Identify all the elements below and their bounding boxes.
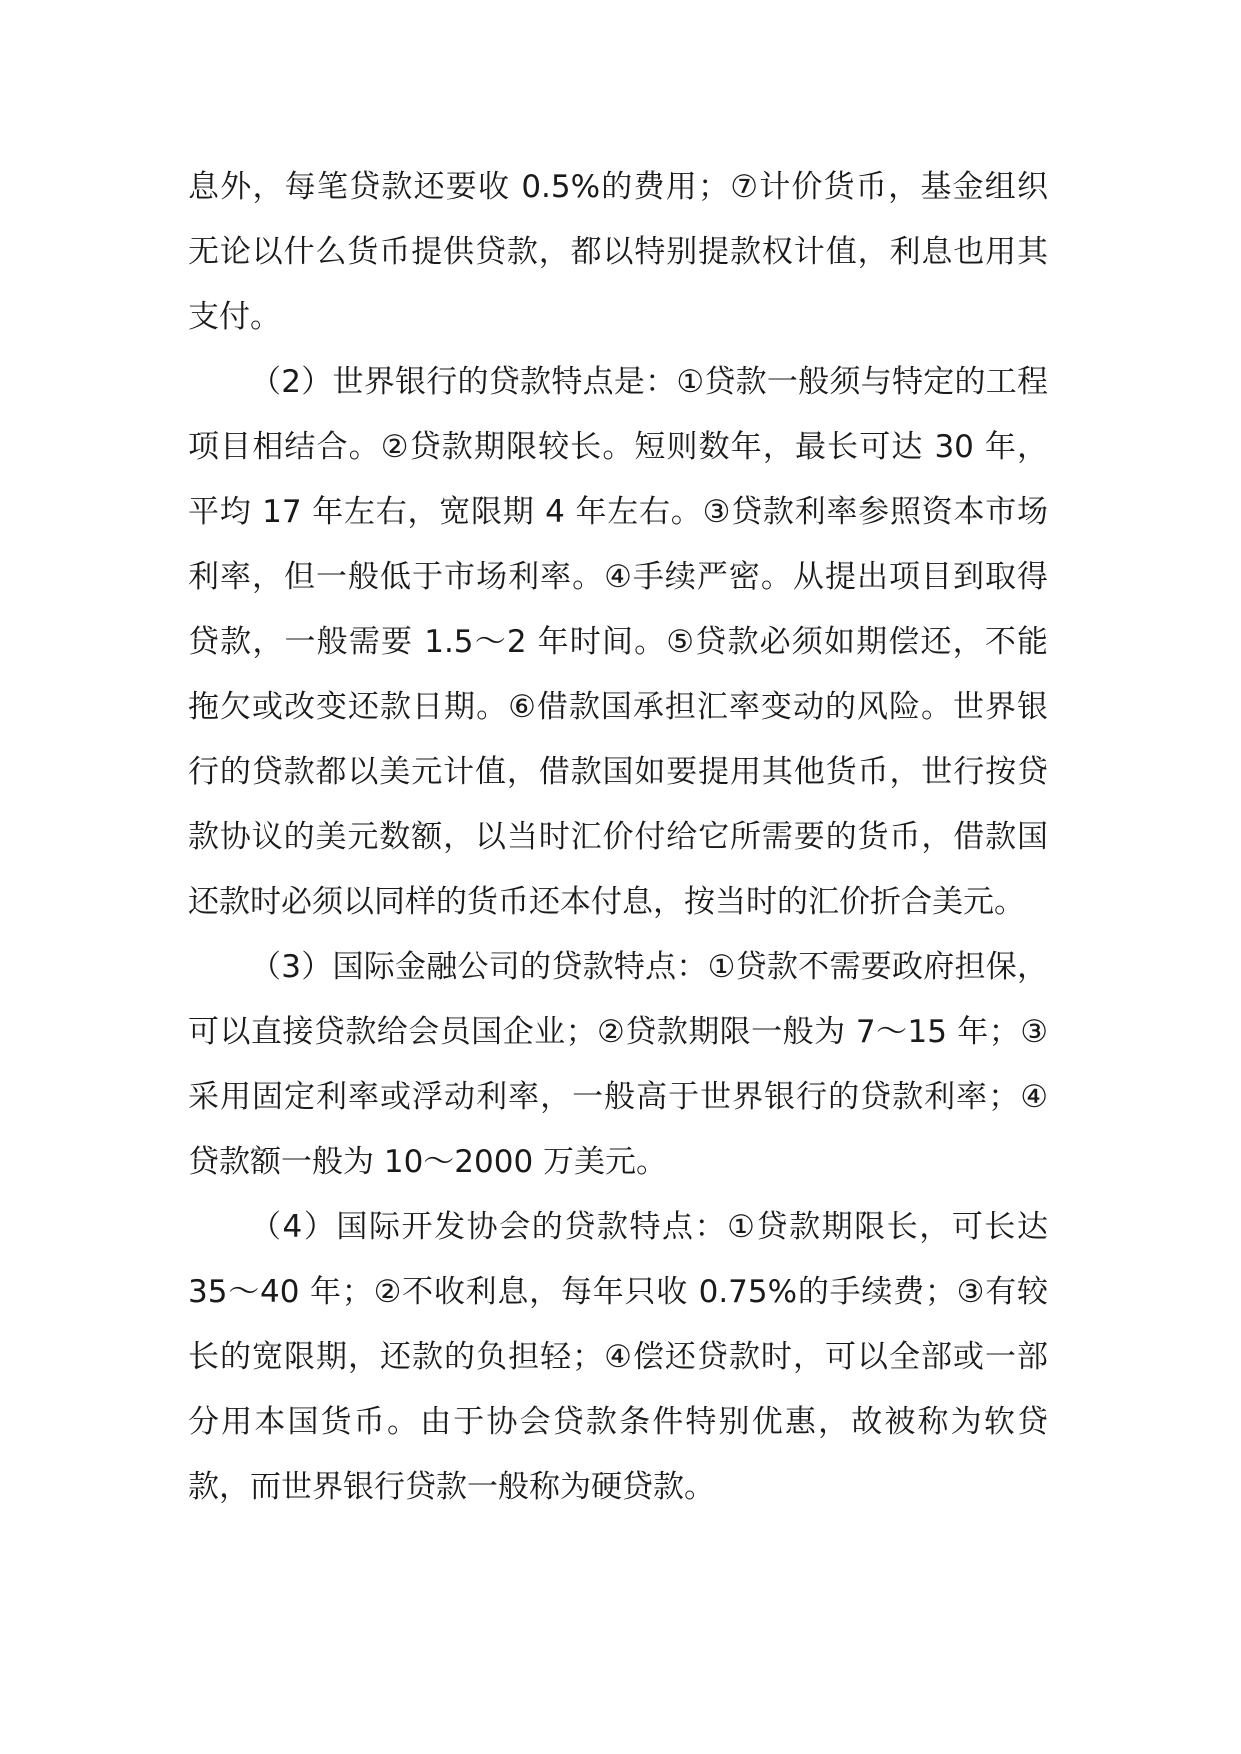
document-body xyxy=(188,155,1048,1520)
paragraph-ida: （4）国际开发协会的贷款特点：①贷款期限长，可长达 35～40 年；②不收利息，每年只收 0.75%的手续费；③有较长的宽限期，还款的负担轻；④偿还贷款时，可以全部或一部分用本国货币。由于协会贷款条件特别优惠，故被称为软贷款，而世界银行贷款一般称为硬贷款。 xyxy=(188,1209,1048,1505)
paragraph-ifc: （3）国际金融公司的贷款特点：①贷款不需要政府担保，可以直接贷款给会员国企业；②贷款期限一般为 7～15 年；③采用固定利率或浮动利率，一般高于世界银行的贷款利率；④贷款额一般为 10～2000 万美元。 xyxy=(188,949,1048,1180)
paragraph-world-bank: （2）世界银行的贷款特点是：①贷款一般须与特定的工程项目相结合。②贷款期限较长。短则数年，最长可达 30 年，平均 17 年左右，宽限期 4 年左右。③贷款利率参照资本市场利率，但一般低于市场利率。④手续严密。从提出项目到取得贷款，一般需要 1.5～2 年时间。⑤贷款必须如期偿还，不能拖欠或改变还款日期。⑥借款国承担汇率变动的风险。世界银行的贷款都以美元计值，借款国如要提用其他货币，世行按贷款协议的美元数额，以当时汇价付给它所需要的货币，借款国还款时必须以同样的货币还本付息，按当时的汇价折合美元。 xyxy=(188,364,1048,920)
paragraph-imf-continued: 息外，每笔贷款还要收 0.5%的费用；⑦计价货币，基金组织无论以什么货币提供贷款，都以特别提款权计值，利息也用其支付。 xyxy=(188,169,1048,335)
